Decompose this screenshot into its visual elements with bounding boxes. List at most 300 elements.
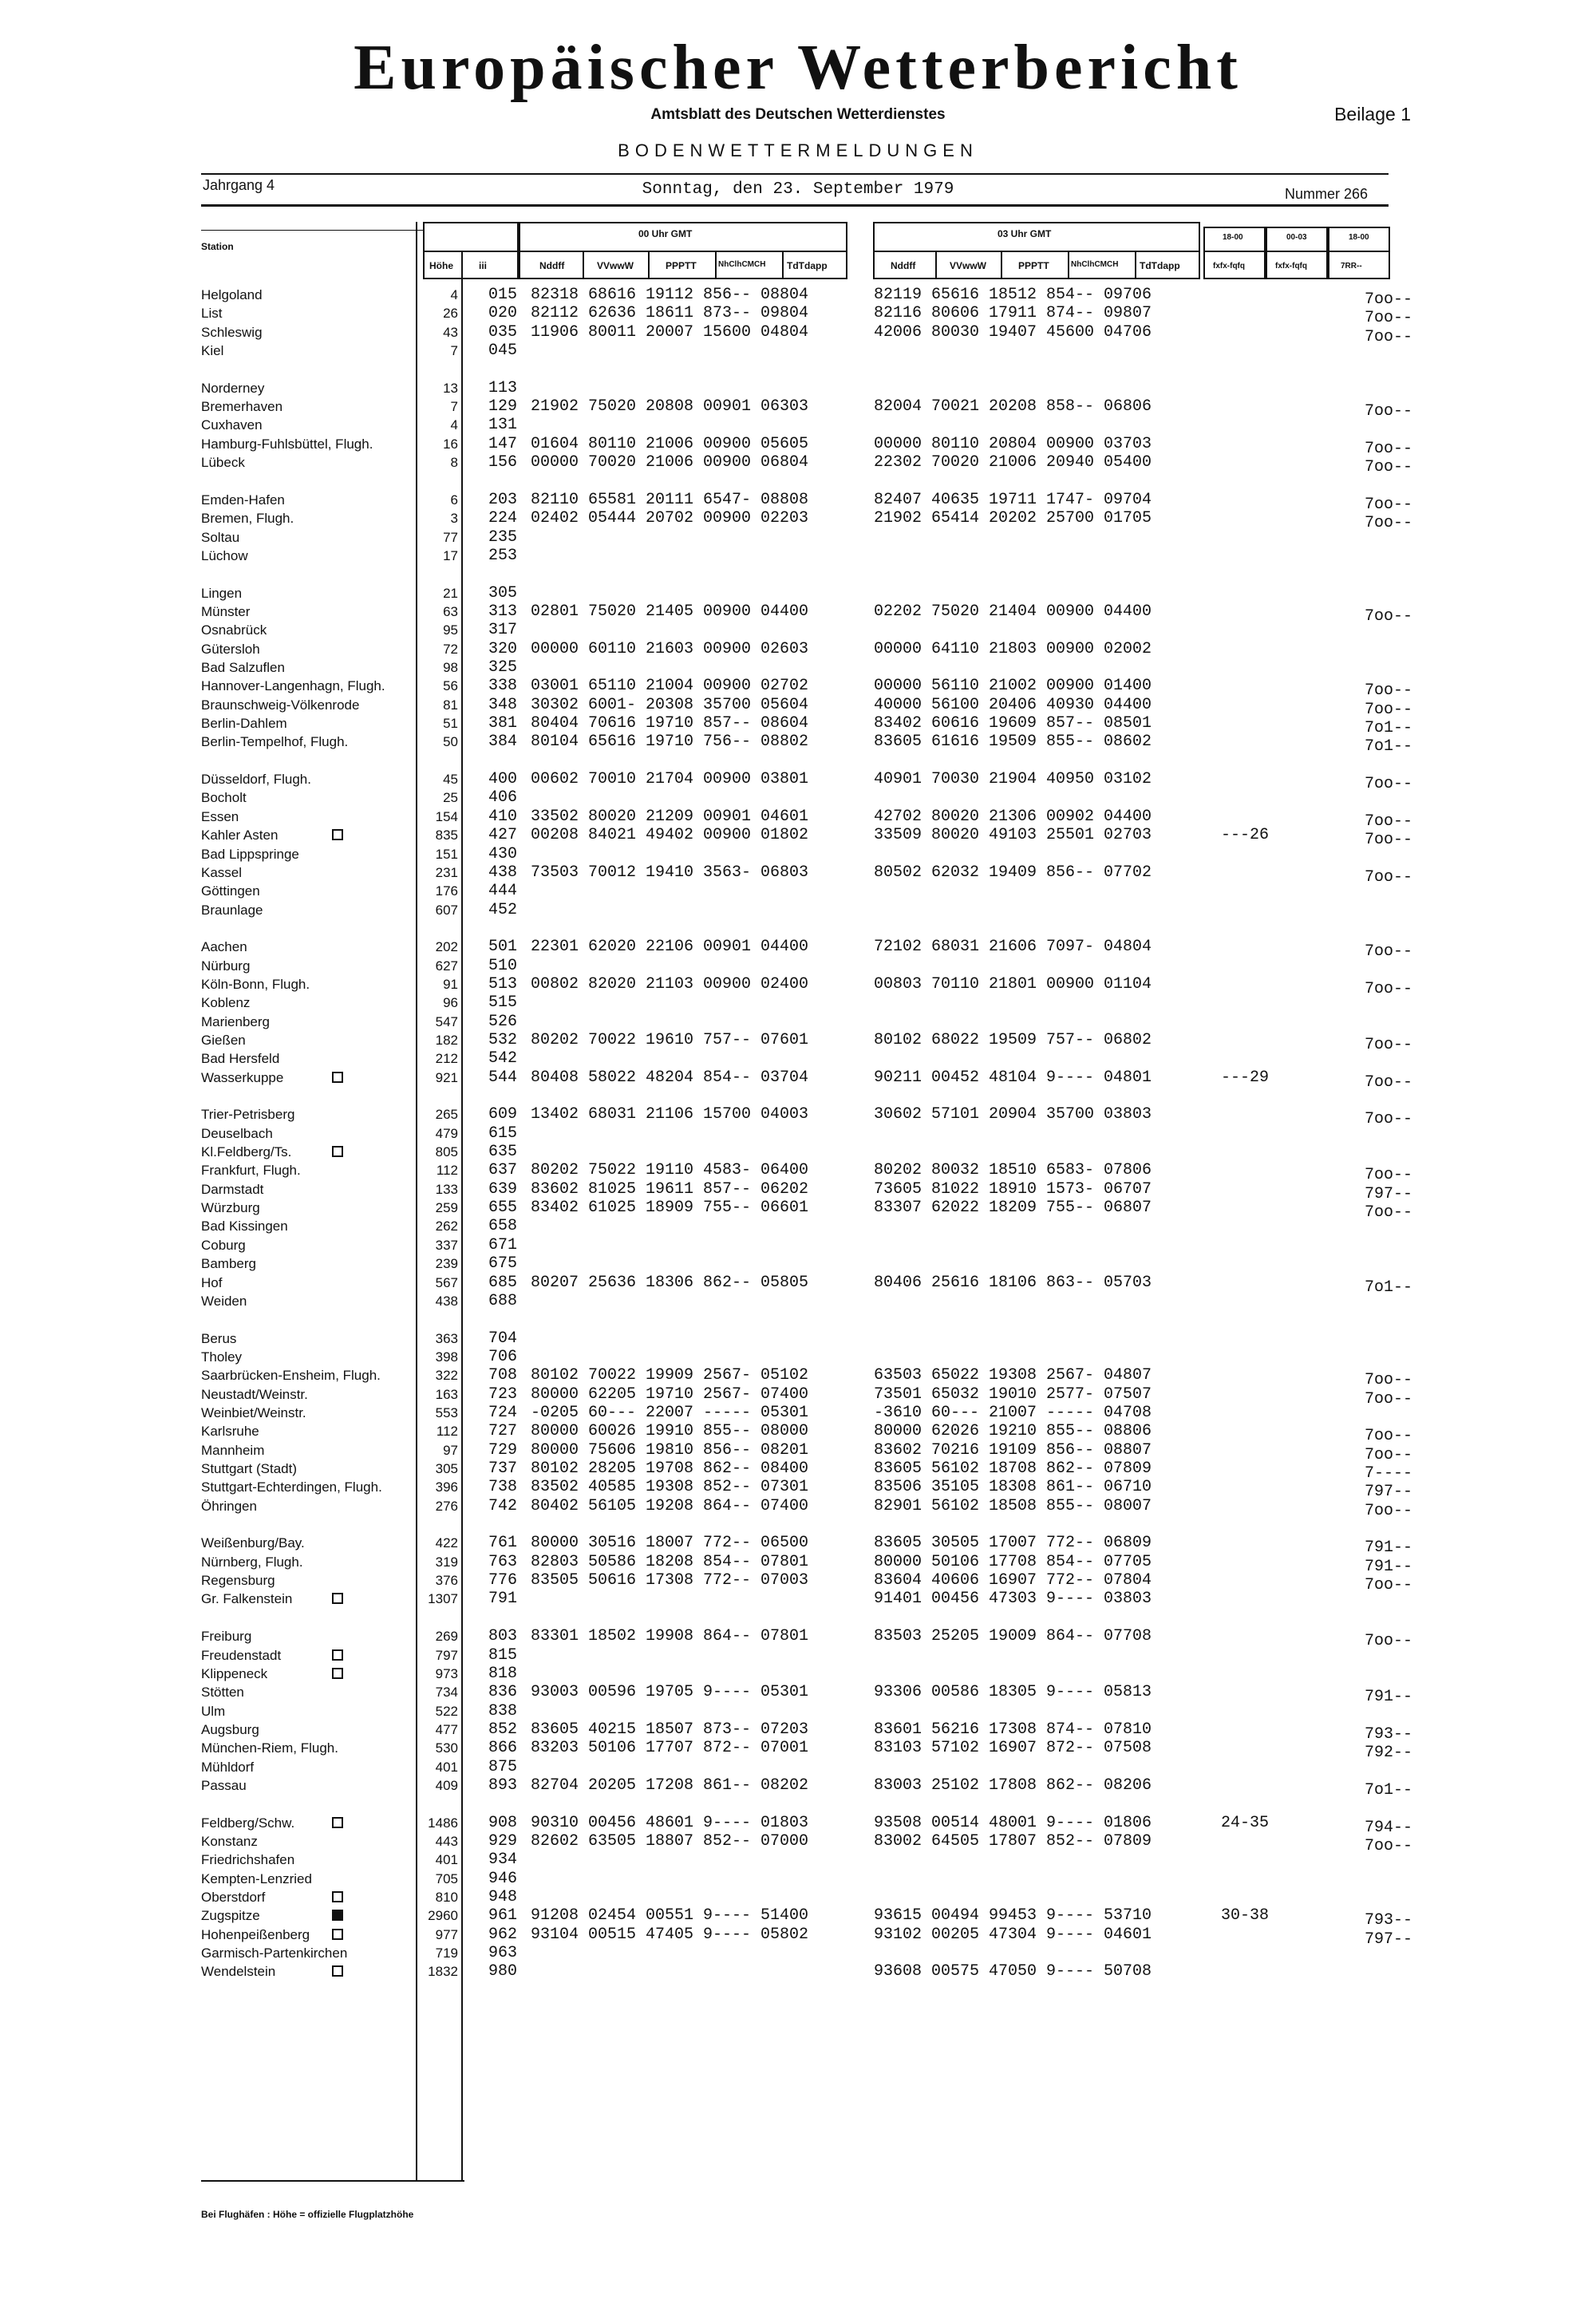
precip-group: 793-- [1365,1725,1413,1744]
obs-00-gmt: 82110 65581 20111 6547- 08808 [531,491,809,509]
table-row [0,1217,1596,1236]
station-index: 893 [488,1776,518,1795]
time03-col-clouds: NhClhCMCH [1071,260,1119,269]
station-name: München-Riem, Flugh. [201,1740,338,1756]
obs-03-gmt: 80406 25616 18106 863-- 05703 [874,1274,1152,1292]
precip-group: 7oo-- [1365,440,1413,458]
precip-group: 7oo-- [1365,831,1413,849]
precip-group: 7oo-- [1365,458,1413,476]
obs-03-gmt: 82407 40635 19711 1747- 09704 [874,491,1152,509]
table-row [0,808,1596,831]
station-name: Bad Hersfeld [201,1051,280,1066]
obs-00-gmt: 73503 70012 19410 3563- 06803 [531,863,809,882]
table-row [0,1926,1596,1949]
station-height: 477 [435,1722,458,1737]
station-index: 763 [488,1553,518,1571]
station-index: 235 [488,528,518,547]
station-height: 363 [435,1331,458,1346]
station-name: Gießen [201,1033,246,1048]
table-row [0,938,1596,961]
obs-03-gmt: 00000 80110 20804 00900 03703 [874,435,1152,453]
table-row [0,1720,1596,1744]
hoehe-header: Höhe [429,260,453,271]
time00-col-1 [583,251,584,279]
station-name: Garmisch-Partenkirchen [201,1946,348,1961]
obs-03-gmt: 90211 00452 48104 9---- 04801 [874,1069,1152,1087]
station-name: Emden-Hafen [201,492,285,508]
table-row [0,1069,1596,1092]
gust-group: ---26 [1221,826,1270,844]
time03-col-3 [1068,251,1069,279]
station-name: Augsburg [201,1722,259,1737]
header-rule-bottom [201,204,1389,207]
station-name: Stuttgart (Stadt) [201,1461,297,1476]
table-row [0,658,1596,677]
station-index: 615 [488,1124,518,1143]
station-height: 4 [450,287,458,302]
table-row [0,528,1596,547]
extra-cols-divider [1203,251,1390,252]
obs-00-gmt: 83602 81025 19611 857-- 06202 [531,1180,809,1199]
station-index: 544 [488,1069,518,1087]
table-row [0,491,1596,514]
obs-03-gmt: 93306 00586 18305 9---- 05813 [874,1683,1152,1701]
obs-03-gmt: 00000 64110 21803 00900 02002 [874,640,1152,658]
station-height: 72 [443,642,458,657]
table-row [0,1870,1596,1889]
station-index: 410 [488,808,518,826]
station-height: 231 [435,865,458,880]
station-height: 547 [435,1014,458,1029]
obs-00-gmt: 80202 75022 19110 4583- 06400 [531,1161,809,1179]
obs-00-gmt: 82803 50586 18208 854-- 07801 [531,1553,809,1571]
obs-00-gmt: 80402 56105 19208 864-- 07400 [531,1497,809,1515]
station-name: Lübeck [201,455,245,470]
obs-00-gmt: 80404 70616 19710 857-- 08604 [531,714,809,733]
table-row [0,1460,1596,1483]
station-index: 742 [488,1497,518,1515]
extra-col-1-header: 18-00 [1223,233,1243,242]
station-height: 734 [435,1685,458,1700]
open-square-icon [332,1817,343,1828]
obs-03-gmt: -3610 60--- 21007 ----- 04708 [874,1404,1152,1422]
station-height: 705 [435,1871,458,1886]
time03-divider [873,251,1200,252]
station-index: 875 [488,1758,518,1776]
obs-03-gmt: 82116 80606 17911 874-- 09807 [874,304,1152,322]
obs-03-gmt: 73605 81022 18910 1573- 06707 [874,1180,1152,1199]
precip-group: 7o1-- [1365,1781,1413,1799]
station-index: 147 [488,435,518,453]
station-name: Bocholt [201,790,247,805]
station-name: Hof [201,1275,223,1290]
station-name: Helgoland [201,287,263,302]
station-index: 542 [488,1049,518,1068]
time00-col-vvwww: VVwwW [597,260,634,271]
extra-col-1-sub: fxfx-fqfq [1213,262,1245,271]
station-name: Soltau [201,530,240,545]
table-bottom-rule [201,2180,464,2182]
table-row [0,379,1596,398]
station-name: Tholey [201,1349,243,1365]
station-height: 422 [435,1535,458,1550]
table-row [0,1944,1596,1963]
table-row [0,1758,1596,1777]
station-index: 338 [488,677,518,695]
station-height: 96 [443,995,458,1010]
station-name: Berus [201,1331,237,1346]
station-index: 045 [488,342,518,360]
precip-group: 7oo-- [1365,701,1413,719]
station-name: Gütersloh [201,642,260,657]
station-name: Saarbrücken-Ensheim, Flugh. [201,1368,381,1383]
station-index: 635 [488,1143,518,1161]
obs-03-gmt: 83002 64505 17807 852-- 07809 [874,1832,1152,1851]
station-index: 727 [488,1422,518,1440]
precip-group: 7oo-- [1365,1203,1413,1222]
obs-00-gmt: 80102 28205 19708 862-- 08400 [531,1460,809,1478]
footnote: Bei Flughäfen : Höhe = offizielle Flugplatzhöhe [201,2209,414,2220]
station-name: Gr. Falkenstein [201,1591,293,1606]
station-index: 609 [488,1105,518,1124]
precip-group: 7oo-- [1365,1837,1413,1855]
station-name: Lingen [201,586,243,601]
precip-group: 791-- [1365,1558,1413,1576]
station-index: 685 [488,1274,518,1292]
station-index: 406 [488,788,518,807]
table-row [0,788,1596,808]
extra-col-3-sub: 7RR-- [1341,262,1362,271]
station-height: 627 [435,958,458,974]
precip-group: 7oo-- [1365,607,1413,626]
obs-00-gmt: 00602 70010 21704 00900 03801 [531,770,809,788]
table-row [0,901,1596,920]
table-row [0,1497,1596,1520]
open-square-icon [332,1929,343,1940]
station-index: 444 [488,882,518,900]
precip-group: 797-- [1365,1483,1413,1501]
obs-03-gmt: 82901 56102 18508 855-- 08007 [874,1497,1152,1515]
obs-03-gmt: 80502 62032 19409 856-- 07702 [874,863,1152,882]
precip-group: 7oo-- [1365,1036,1413,1054]
station-index: 305 [488,584,518,602]
obs-00-gmt: 82318 68616 19112 856-- 08804 [531,286,809,304]
table-row [0,1199,1596,1222]
gust-group: 24-35 [1221,1814,1270,1832]
station-name: Nürnberg, Flugh. [201,1554,303,1570]
station-name: Bad Kissingen [201,1219,288,1234]
station-name: Mühldorf [201,1760,255,1775]
obs-03-gmt: 82004 70021 20208 858-- 06806 [874,397,1152,416]
station-height: 8 [450,455,458,470]
station-height: 265 [435,1107,458,1122]
precip-group: 7oo-- [1365,1502,1413,1520]
precip-group: 7oo-- [1365,1166,1413,1184]
obs-03-gmt: 30602 57101 20904 35700 03803 [874,1105,1152,1124]
obs-03-gmt: 83503 25205 19009 864-- 07708 [874,1627,1152,1645]
station-height: 43 [443,325,458,340]
table-row [0,1049,1596,1069]
table-row [0,416,1596,435]
station-index: 513 [488,975,518,993]
station-name: Kiel [201,343,224,358]
station-height: 25 [443,790,458,805]
table-row [0,286,1596,309]
obs-03-gmt: 91401 00456 47303 9---- 03803 [874,1590,1152,1608]
precip-group: 7oo-- [1365,980,1413,998]
obs-00-gmt: 00000 60110 21603 00900 02603 [531,640,809,658]
station-height: 21 [443,586,458,601]
station-height: 112 [436,1424,458,1439]
table-row [0,304,1596,327]
station-name: Konstanz [201,1834,258,1849]
station-name: Darmstadt [201,1182,264,1197]
station-height: 6 [450,492,458,508]
table-row [0,509,1596,532]
station-name: Weinbiet/Weinstr. [201,1405,306,1420]
station-height: 398 [435,1349,458,1365]
obs-03-gmt: 00000 56110 21002 00900 01400 [874,677,1152,695]
table-row [0,584,1596,603]
obs-00-gmt: 83605 40215 18507 873-- 07203 [531,1720,809,1739]
station-name: Norderney [201,381,265,396]
station-index: 658 [488,1217,518,1235]
obs-03-gmt: 72102 68031 21606 7097- 04804 [874,938,1152,956]
station-height: 63 [443,604,458,619]
station-height: 973 [435,1666,458,1681]
extra-col-3-header: 18-00 [1349,233,1369,242]
table-row [0,1254,1596,1274]
station-name: Trier-Petrisberg [201,1107,295,1122]
obs-03-gmt: 93608 00575 47050 9---- 50708 [874,1962,1152,1981]
station-name: Würzburg [201,1200,260,1215]
obs-00-gmt: 90310 00456 48601 9---- 01803 [531,1814,809,1832]
station-height: 77 [443,530,458,545]
table-row [0,1851,1596,1870]
station-index: 526 [488,1013,518,1031]
station-height: 202 [435,939,458,954]
station-name: Wasserkuppe [201,1070,284,1085]
station-height: 4 [450,417,458,433]
obs-00-gmt: 82112 62636 18611 873-- 09804 [531,304,809,322]
station-height: 409 [435,1778,458,1793]
obs-00-gmt: 33502 80020 21209 00901 04601 [531,808,809,826]
station-index: 320 [488,640,518,658]
station-index: 708 [488,1366,518,1385]
open-square-icon [332,1668,343,1679]
obs-00-gmt: 21902 75020 20808 00901 06303 [531,397,809,416]
station-index: 430 [488,845,518,863]
obs-00-gmt: 83203 50106 17707 872-- 07001 [531,1739,809,1757]
station-height: 396 [435,1479,458,1495]
time03-col-nddff: Nddff [891,260,916,271]
station-name: Weißenburg/Bay. [201,1535,305,1550]
station-index: 203 [488,491,518,509]
station-index: 224 [488,509,518,527]
obs-03-gmt: 93508 00514 48001 9---- 01806 [874,1814,1152,1832]
hoehe-iii-divider [423,251,519,252]
open-square-icon [332,829,343,840]
station-index: 384 [488,733,518,751]
obs-00-gmt: 80202 70022 19610 757-- 07601 [531,1031,809,1049]
station-height: 45 [443,772,458,787]
station-index: 688 [488,1292,518,1310]
station-name: Osnabrück [201,622,267,638]
obs-03-gmt: 83003 25102 17808 862-- 08206 [874,1776,1152,1795]
obs-00-gmt: 03001 65110 21004 00900 02702 [531,677,809,695]
table-row [0,1031,1596,1054]
time00-col-2 [648,251,650,279]
station-height: 319 [435,1554,458,1570]
open-square-icon [332,1146,343,1157]
station-index: 706 [488,1348,518,1366]
precip-group: 7oo-- [1365,402,1413,421]
table-row [0,1013,1596,1032]
table-row [0,1776,1596,1799]
station-height: 977 [435,1927,458,1942]
station-index: 838 [488,1702,518,1720]
precip-group: 7oo-- [1365,1110,1413,1128]
table-row [0,1292,1596,1311]
table-row [0,1683,1596,1706]
station-index: 020 [488,304,518,322]
obs-00-gmt: 80207 25636 18306 862-- 05805 [531,1274,809,1292]
station-height: 97 [443,1443,458,1458]
precip-group: 791-- [1365,1688,1413,1706]
station-name: Bremen, Flugh. [201,511,294,526]
station-height: 607 [435,903,458,918]
obs-03-gmt: 22302 70020 21006 20940 05400 [874,453,1152,472]
station-index: 015 [488,286,518,304]
iii-header: iii [479,260,488,271]
station-index: 427 [488,826,518,844]
station-height: 438 [435,1294,458,1309]
precip-group: 7oo-- [1365,812,1413,831]
table-row [0,1274,1596,1297]
station-height: 51 [443,716,458,731]
station-name: Hannover-Langenhagn, Flugh. [201,678,385,693]
precip-group: 7oo-- [1365,290,1413,309]
station-index: 929 [488,1832,518,1851]
station-height: 567 [435,1275,458,1290]
table-row [0,1143,1596,1162]
station-height: 1832 [428,1964,458,1979]
table-row [0,1161,1596,1184]
station-index: 723 [488,1385,518,1404]
obs-03-gmt: 80202 80032 18510 6583- 07806 [874,1161,1152,1179]
obs-00-gmt: 83301 18502 19908 864-- 07801 [531,1627,809,1645]
beilage-label: Beilage 1 [1334,104,1411,124]
precip-group: 7oo-- [1365,1576,1413,1594]
time00-divider [519,251,847,252]
station-index: 515 [488,993,518,1012]
obs-00-gmt: 13402 68031 21106 15700 04003 [531,1105,809,1124]
obs-03-gmt: 80000 50106 17708 854-- 07705 [874,1553,1152,1571]
station-name: Koblenz [201,995,251,1010]
station-index: 675 [488,1254,518,1273]
station-name: Kahler Asten [201,828,279,843]
station-name: Kl.Feldberg/Ts. [201,1144,292,1159]
station-height: 1486 [428,1815,458,1831]
station-name: Oberstdorf [201,1890,266,1905]
open-square-icon [332,1965,343,1977]
station-index: 510 [488,957,518,975]
station-index: 253 [488,547,518,565]
obs-00-gmt: 80102 70022 19909 2567- 05102 [531,1366,809,1385]
table-row [0,1665,1596,1684]
precip-group: 7oo-- [1365,1073,1413,1092]
obs-00-gmt: 30302 6001- 20308 35700 05604 [531,696,809,714]
table-row [0,826,1596,849]
precip-group: 7oo-- [1365,309,1413,327]
obs-00-gmt: 22301 62020 22106 00901 04400 [531,938,809,956]
open-square-icon [332,1072,343,1083]
precip-group: 792-- [1365,1744,1413,1762]
obs-00-gmt: 82602 63505 18807 852-- 07000 [531,1832,809,1851]
obs-03-gmt: 40901 70030 21904 40950 03102 [874,770,1152,788]
obs-03-gmt: 93102 00205 47304 9---- 04601 [874,1926,1152,1944]
station-name: Berlin-Tempelhof, Flugh. [201,734,349,749]
station-name: Nürburg [201,958,251,974]
station-height: 151 [435,847,458,862]
station-index: 325 [488,658,518,677]
station-name: Berlin-Dahlem [201,716,287,731]
station-name: Bremerhaven [201,399,283,414]
station-height: 98 [443,660,458,675]
obs-03-gmt: 83307 62022 18209 755-- 06807 [874,1199,1152,1217]
station-name: Ulm [201,1704,226,1719]
station-name: List [201,306,223,321]
table-row [0,1571,1596,1594]
station-name: Bad Lippspringe [201,847,299,862]
station-name: Weiden [201,1294,247,1309]
station-height: 56 [443,678,458,693]
table-row [0,770,1596,793]
table-row [0,1534,1596,1557]
table-row [0,1385,1596,1408]
table-row [0,1366,1596,1389]
table-row [0,323,1596,346]
station-name: Zugspitze [201,1908,260,1923]
report-subtitle: Amtsblatt des Deutschen Wetterdienstes [650,106,946,123]
obs-00-gmt: 80408 58022 48204 854-- 03704 [531,1069,809,1087]
table-row [0,957,1596,976]
station-height: 276 [435,1499,458,1514]
obs-03-gmt: 83506 35105 18308 861-- 06710 [874,1478,1152,1496]
open-square-icon [332,1891,343,1902]
open-square-icon [332,1649,343,1661]
obs-03-gmt: 80102 68022 19509 757-- 06802 [874,1031,1152,1049]
station-name: Coburg [201,1238,246,1253]
precip-group: 7oo-- [1365,514,1413,532]
obs-03-gmt: 83605 56102 18708 862-- 07809 [874,1460,1152,1478]
precip-group: 7oo-- [1365,942,1413,961]
station-index: 400 [488,770,518,788]
station-name: Essen [201,809,239,824]
station-index: 961 [488,1906,518,1925]
table-row [0,677,1596,700]
obs-00-gmt: 80000 75606 19810 856-- 08201 [531,1441,809,1460]
station-name: Regensburg [201,1573,275,1588]
table-row [0,1348,1596,1367]
station-index: 381 [488,714,518,733]
precip-group: 7oo-- [1365,1427,1413,1445]
precip-group: 7o1-- [1365,1278,1413,1297]
obs-00-gmt: 80000 30516 18007 772-- 06500 [531,1534,809,1552]
station-name: Freudenstadt [201,1648,282,1663]
obs-03-gmt: 42006 80030 19407 45600 04706 [874,323,1152,342]
station-index: 866 [488,1739,518,1757]
